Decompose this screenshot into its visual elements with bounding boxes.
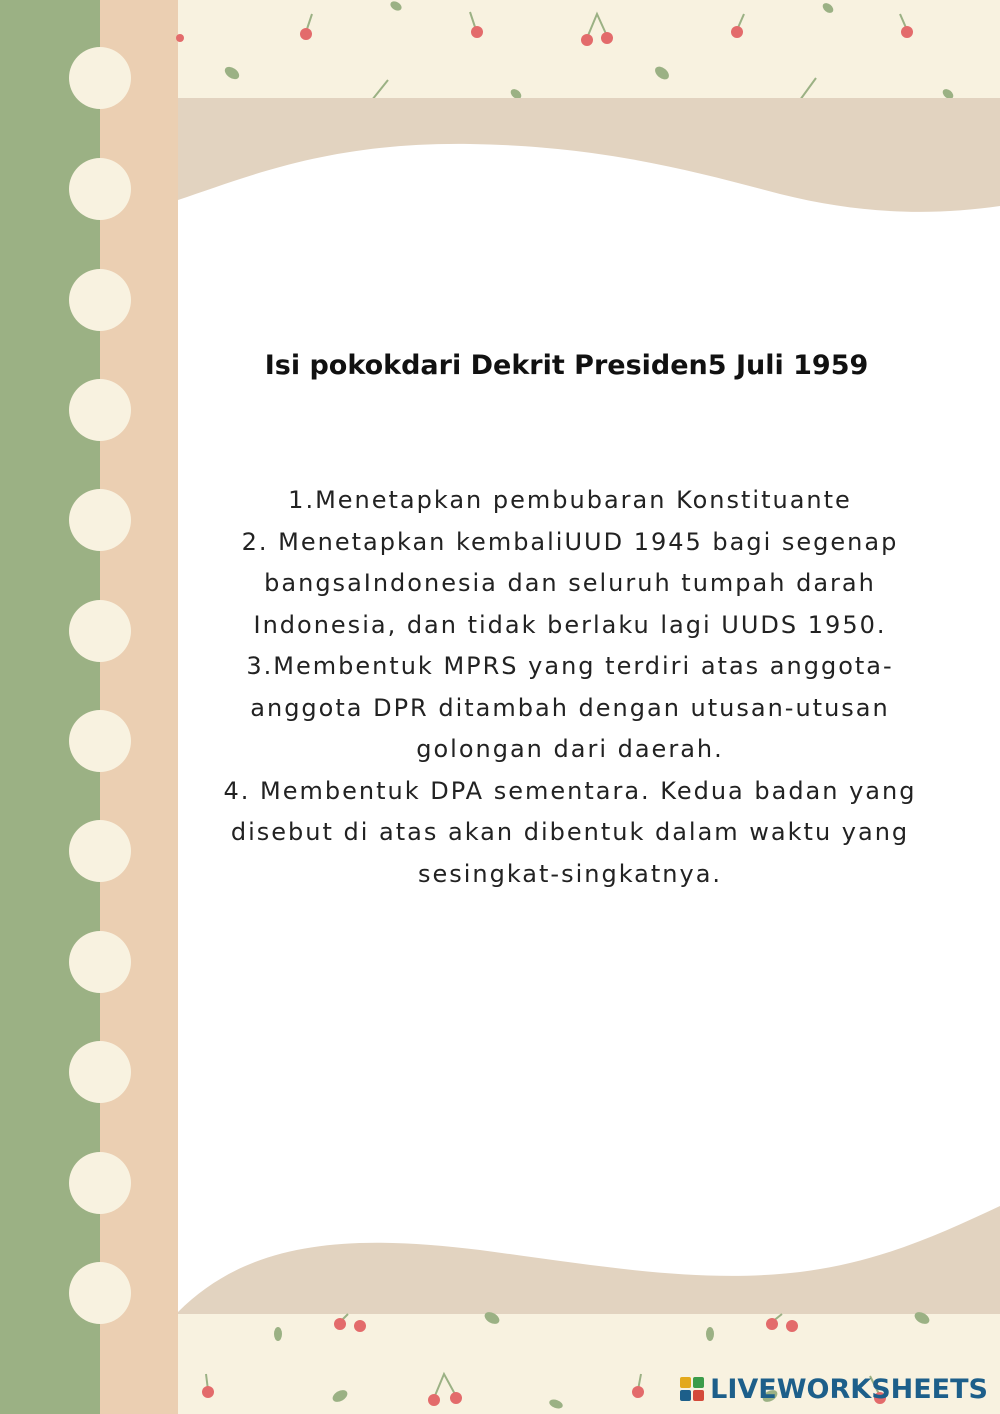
liveworksheets-logo-icon bbox=[680, 1377, 704, 1401]
decree-point-4: 4. Membentuk DPA sementara. Kedua badan yang disebut di atas akan dibentuk dalam waktu yang sesingkat-singkatnya. bbox=[223, 776, 917, 888]
logo-wordmark: LIVEWORKSHEETS bbox=[710, 1373, 988, 1405]
decree-point-3: 3.Membentuk MPRS yang terdiri atas anggota-anggota DPR ditambah dengan utusan-utusan golongan dari daerah. bbox=[246, 652, 894, 763]
cherry-pattern-top bbox=[176, 0, 955, 101]
decree-points bbox=[200, 480, 940, 895]
page-title: Isi pokokdari Dekrit Presiden5 Juli 1959 bbox=[264, 350, 869, 381]
decree-point-2: 2. Menetapkan kembaliUUD 1945 bagi segenap bangsaIndonesia dan seluruh tumpah darah Indonesia, dan tidak berlaku lagi UUDS 1950. bbox=[241, 527, 899, 639]
liveworksheets-logo[interactable] bbox=[680, 1372, 988, 1406]
decree-point-1: 1.Menetapkan pembubaran Konstituante bbox=[288, 486, 852, 514]
